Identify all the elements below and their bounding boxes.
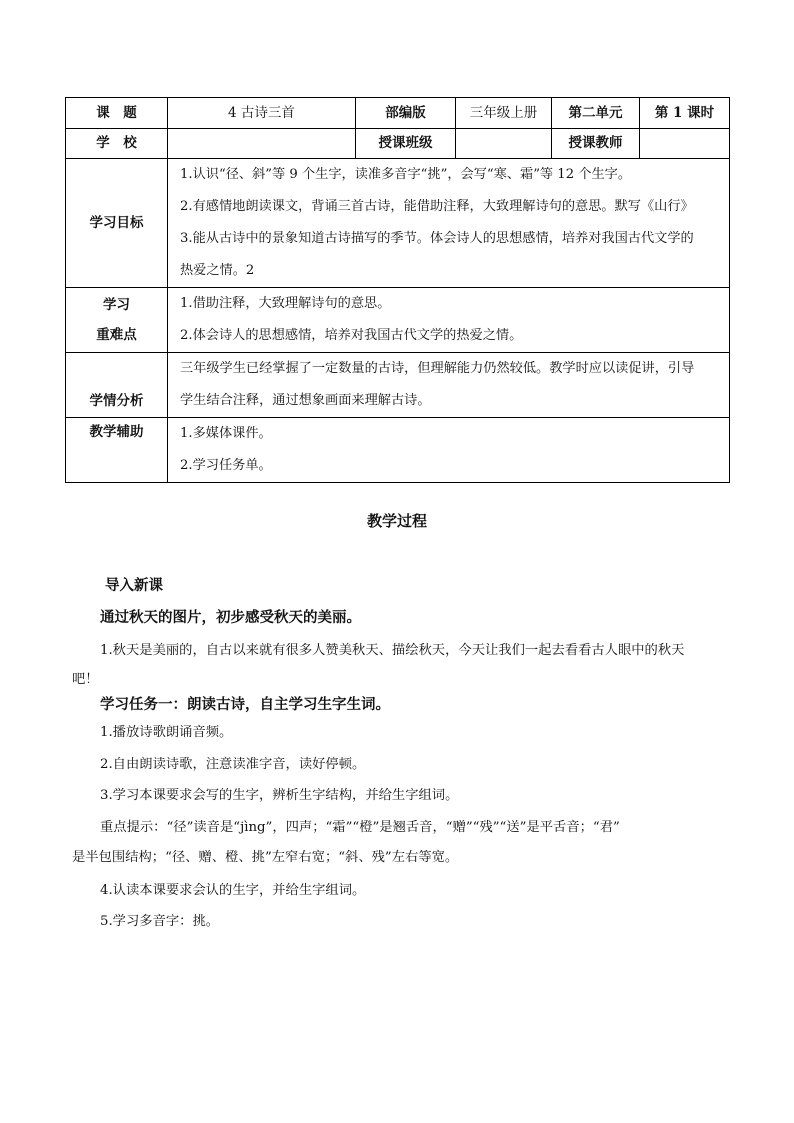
unit: 第二单元 xyxy=(552,98,640,129)
goals-label: 学习目标 xyxy=(66,159,168,288)
key-points-content xyxy=(168,288,730,353)
goal-line: 2.有感情地朗读课文，背诵三首古诗，能借助注释，大致理解诗句的意思。默写《山行》 xyxy=(180,199,694,214)
edition: 部编版 xyxy=(356,98,456,129)
analysis-row xyxy=(66,353,730,418)
key-points-label-2: 重难点 xyxy=(96,327,137,343)
goal-line: 1.认识“径、斜”等 9 个生字，读准多音字“挑”，会写“寒、霜”等 12 个生字。 xyxy=(180,167,632,182)
key-points-row xyxy=(66,288,730,353)
teacher-label: 授课教师 xyxy=(552,129,640,159)
key-point-line: 2.体会诗人的思想感情，培养对我国古代文学的热爱之情。 xyxy=(180,328,523,343)
task1-item: 4.认读本课要求会认的生字，并给生字组词。 xyxy=(100,883,366,898)
task1-heading: 学习任务一：朗读古诗，自主学习生字生词。 xyxy=(100,696,390,713)
aids-content xyxy=(168,418,730,483)
aid-line: 1.多媒体课件。 xyxy=(180,426,272,441)
topic-label: 课 题 xyxy=(66,98,168,129)
task1-item: 3.学习本课要求会写的生字，辨析生字结构，并给生字组词。 xyxy=(100,788,459,803)
key-points-label xyxy=(66,288,168,353)
goals-row xyxy=(66,159,730,288)
class-label: 授课班级 xyxy=(356,129,456,159)
aids-row xyxy=(66,418,730,483)
lesson-plan-table xyxy=(65,97,730,483)
class-value xyxy=(456,129,552,159)
analysis-line: 三年级学生已经掌握了一定数量的古诗，但理解能力仍然较低。教学时应以读促讲，引导 xyxy=(180,361,695,376)
process-title: 教学过程 xyxy=(366,512,427,530)
goal-line: 3.能从古诗中的景象知道古诗描写的季节。体会诗人的思想感情，培养对我国古代文学的 xyxy=(180,231,694,246)
lesson: 第 1 课时 xyxy=(640,98,730,129)
key-point-line: 1.借助注释，大致理解诗句的意思。 xyxy=(180,296,391,311)
task1-item: 2.自由朗读诗歌，注意读准字音，读好停顿。 xyxy=(100,757,366,772)
school-value xyxy=(168,129,356,159)
goal-line: 热爱之情。2 xyxy=(180,263,255,278)
intro-sub: 通过秋天的图片，初步感受秋天的美丽。 xyxy=(100,609,361,626)
tip-line: 是半包围结构；“径、赠、橙、挑”左窄右宽；“斜、残”左右等宽。 xyxy=(72,850,459,865)
analysis-label: 学情分析 xyxy=(66,353,168,418)
topic-value: 4 古诗三首 xyxy=(168,98,356,129)
intro-heading: 导入新课 xyxy=(105,577,163,594)
analysis-content xyxy=(168,353,730,418)
task1-item: 5.学习多音字：挑。 xyxy=(100,914,220,929)
grade: 三年级上册 xyxy=(456,98,552,129)
school-label: 学 校 xyxy=(66,129,168,159)
header-row xyxy=(66,98,730,129)
key-points-label-1: 学习 xyxy=(103,297,130,313)
school-row xyxy=(66,129,730,159)
aids-label: 教学辅助 xyxy=(66,418,168,483)
tip-line: 重点提示：“径”读音是“jìng”，四声；“霜”“橙”是翘舌音，“赠”“残”“送”是平舌音；“君” xyxy=(100,820,620,835)
teacher-value xyxy=(640,129,730,159)
aid-line: 2.学习任务单。 xyxy=(180,458,272,473)
intro-paragraph-line: 1.秋天是美丽的，自古以来就有很多人赞美秋天、描绘秋天，今天让我们一起去看看古人眼中的秋天 xyxy=(100,643,685,658)
intro-paragraph-line: 吧！ xyxy=(72,672,99,687)
task1-item: 1.播放诗歌朗诵音频。 xyxy=(100,725,233,740)
analysis-line: 学生结合注释，通过想象画面来理解古诗。 xyxy=(180,393,431,408)
goals-content xyxy=(168,159,730,288)
